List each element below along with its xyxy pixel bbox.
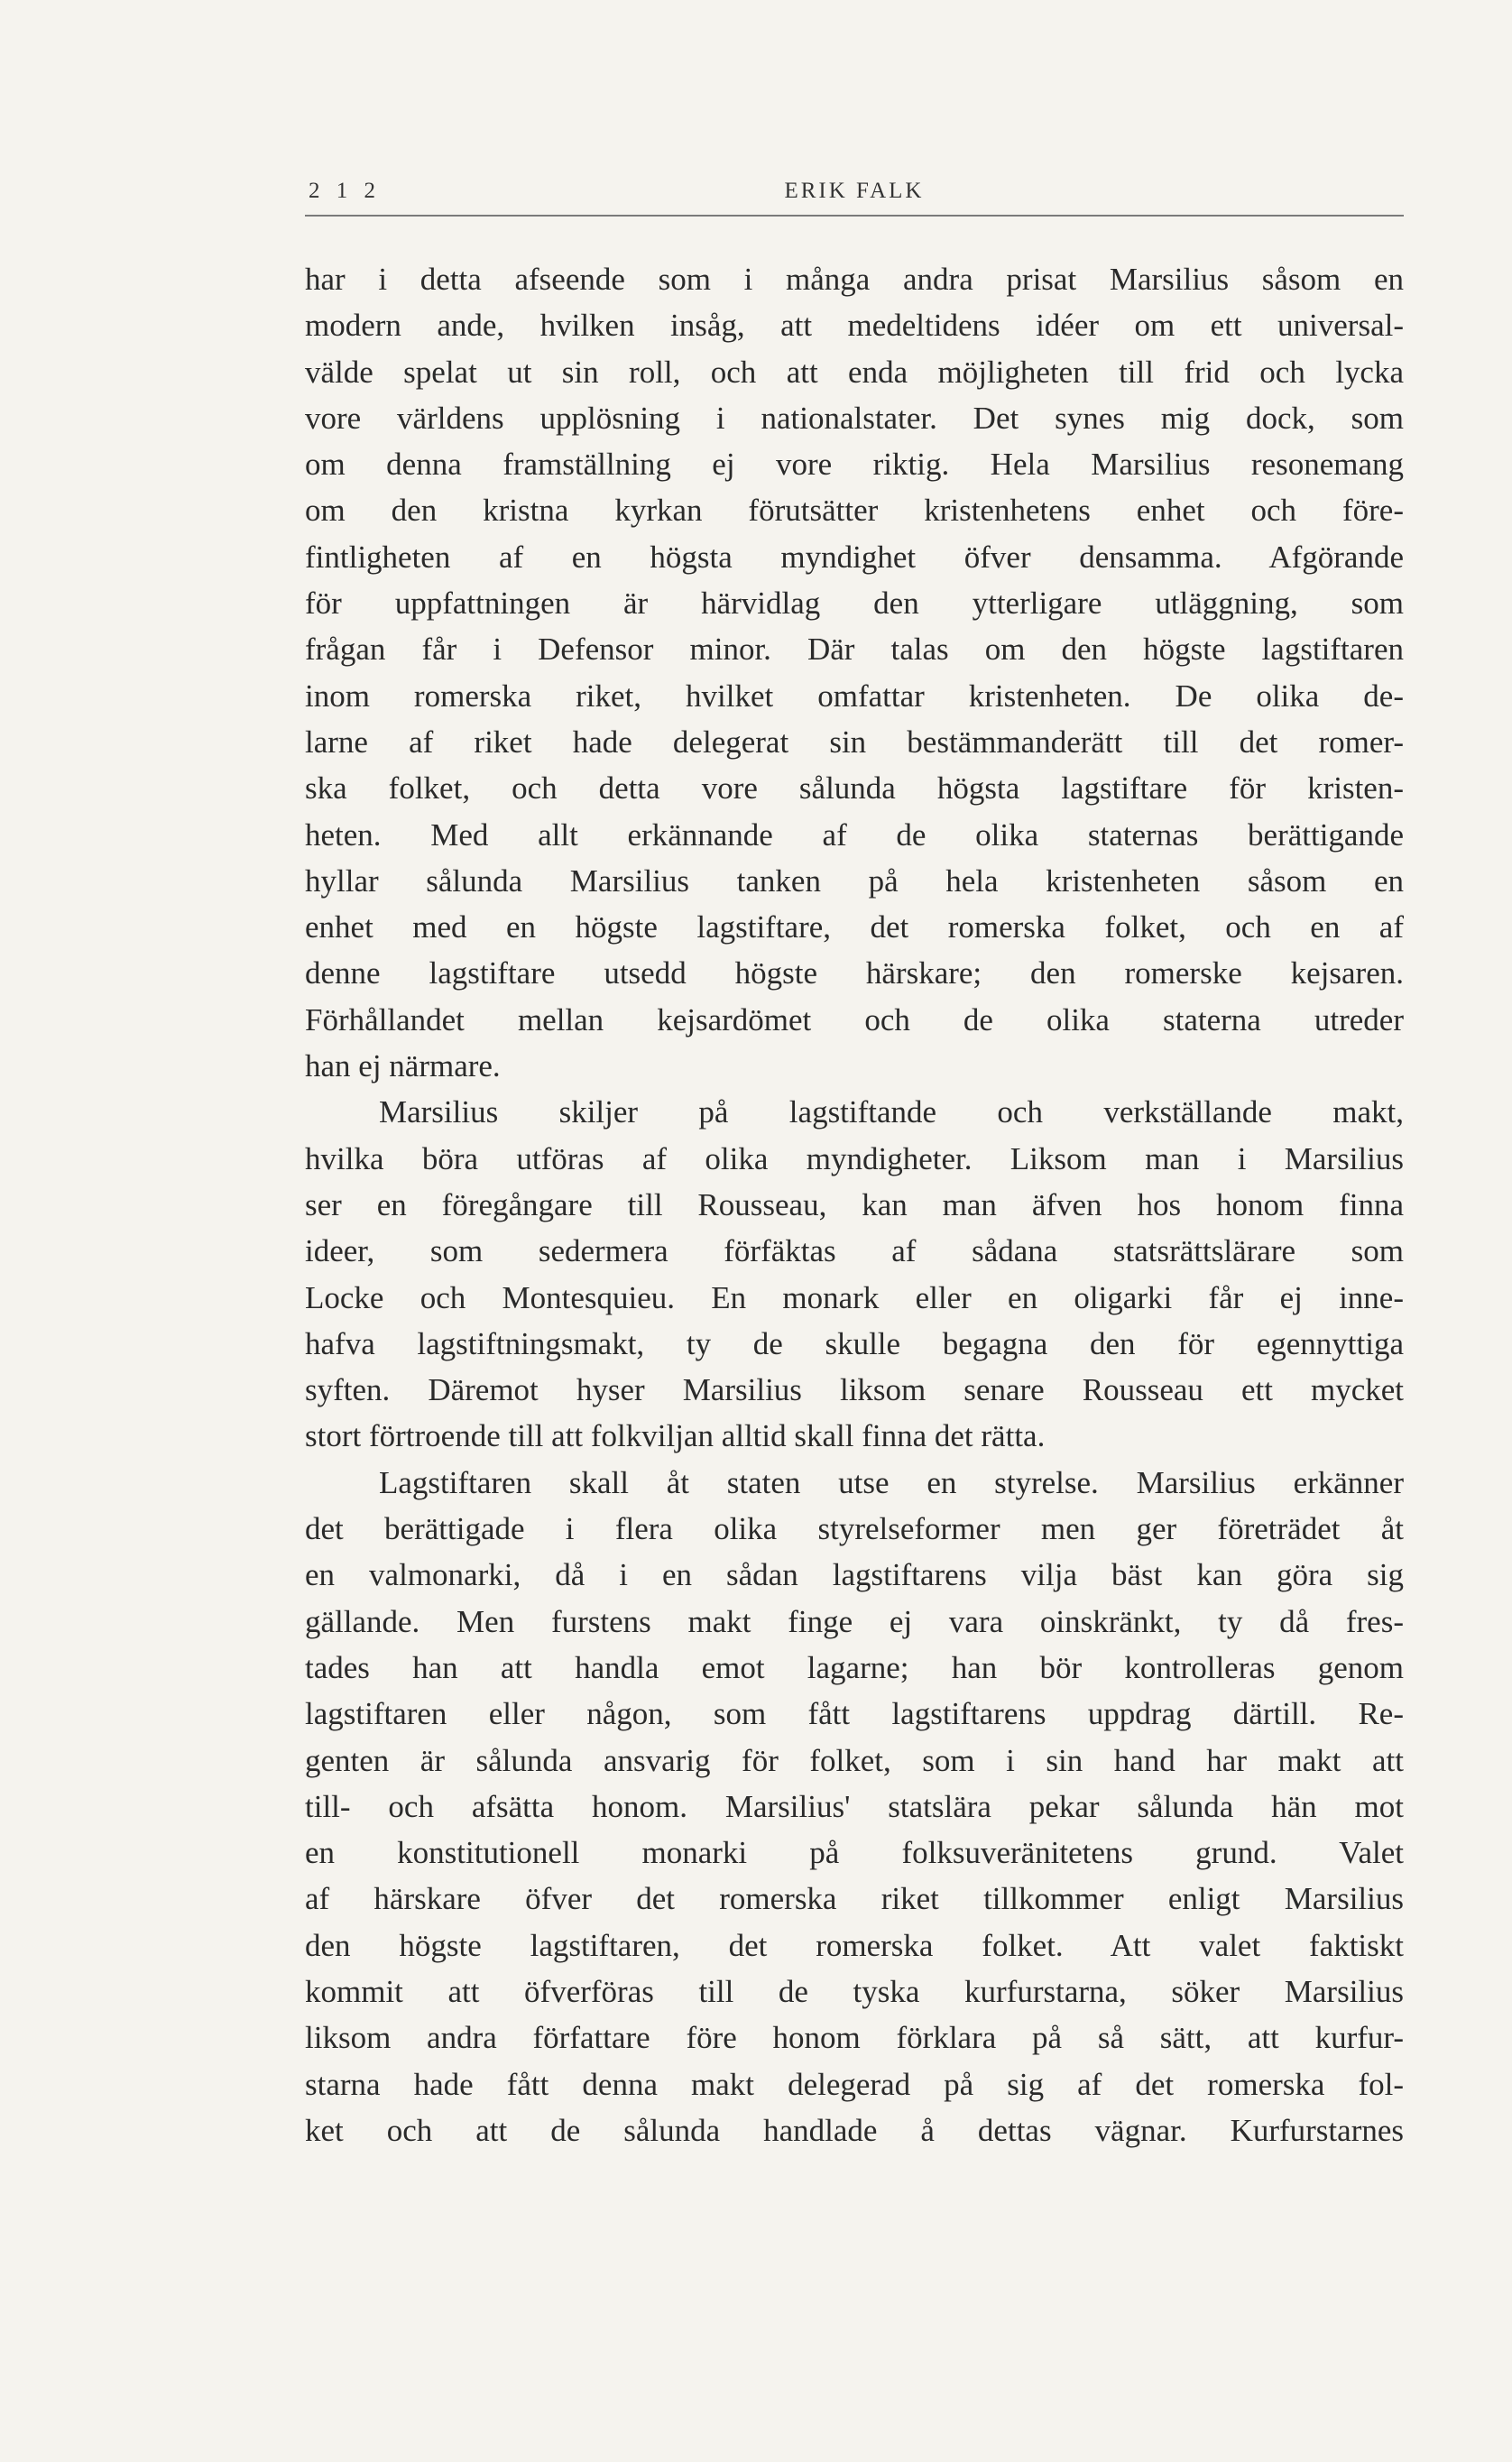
text-line: om den kristna kyrkan förutsätter kristenhetens enhet och före- (305, 493, 1404, 529)
text-line: fintligheten af en högsta myndighet öfver densamma. Afgörande (305, 539, 1404, 575)
text-line: starna hade fått denna makt delegerad på sig af det romerska fol- (305, 2066, 1404, 2102)
text-line: inom romerska riket, hvilket omfattar kristenheten. De olika de- (305, 678, 1404, 714)
text-line: den högste lagstiftaren, det romerska folket. Att valet faktiskt (305, 1927, 1404, 1963)
text-line: Förhållandet mellan kejsardömet och de olika staterna utreder (305, 1001, 1404, 1037)
text-line: ideer, som sedermera förfäktas af sådana statsrättslärare som (305, 1233, 1404, 1269)
text-line: denne lagstiftare utsedd högste härskare; den romerske kejsaren. (305, 955, 1404, 991)
text-line: för uppfattningen är härvidlag den ytterligare utläggning, som (305, 586, 1404, 622)
text-line: tades han att handla emot lagarne; han bör kontrolleras genom (305, 1649, 1404, 1685)
text-line: till- och afsätta honom. Marsilius' statslära pekar sålunda hän mot (305, 1788, 1404, 1824)
text-line: Lagstiftaren skall åt staten utse en styrelse. Marsilius erkänner (379, 1464, 1404, 1500)
text-line: lagstiftaren eller någon, som fått lagstiftarens uppdrag därtill. Re- (305, 1696, 1404, 1732)
text-line: hafva lagstiftningsmakt, ty de skulle begagna den för egennyttiga (305, 1325, 1404, 1361)
text-line: Locke och Montesquieu. En monark eller en oligarki får ej inne- (305, 1279, 1404, 1315)
text-line: liksom andra författare före honom förklara på så sätt, att kurfur- (305, 2020, 1404, 2056)
page-header (305, 179, 1404, 217)
text-line: det berättigade i flera olika styrelseformer men ger företrädet åt (305, 1511, 1404, 1547)
text-line: genten är sålunda ansvarig för folket, som i sin hand har makt att (305, 1742, 1404, 1778)
text-line: enhet med en högste lagstiftare, det romerska folket, och en af (305, 909, 1404, 945)
text-line: modern ande, hvilken insåg, att medeltidens idéer om ett universal- (305, 308, 1404, 344)
text-line: om denna framställning ej vore riktig. Hela Marsilius resonemang (305, 447, 1404, 483)
text-line: larne af riket hade delegerat sin bestämmanderätt till det romer- (305, 724, 1404, 760)
text-line: han ej närmare. (305, 1048, 501, 1084)
text-line: Marsilius skiljer på lagstiftande och verkställande makt, (379, 1094, 1404, 1130)
body-text (305, 256, 1404, 2153)
text-line: en konstitutionell monarki på folksuveränitetens grund. Valet (305, 1835, 1404, 1871)
text-line: en valmonarki, då i en sådan lagstiftarens vilja bäst kan göra sig (305, 1557, 1404, 1593)
text-line: kommit att öfverföras till de tyska kurfurstarna, söker Marsilius (305, 1973, 1404, 2009)
text-line: hvilka böra utföras af olika myndigheter. Liksom man i Marsilius (305, 1140, 1404, 1176)
text-line: syften. Däremot hyser Marsilius liksom senare Rousseau ett mycket (305, 1372, 1404, 1408)
text-line: ket och att de sålunda handlade å dettas vägnar. Kurfurstarnes (305, 2112, 1404, 2148)
text-line: frågan får i Defensor minor. Där talas om den högste lagstiftaren (305, 632, 1404, 668)
text-line: vore världens upplösning i nationalstater. Det synes mig dock, som (305, 400, 1404, 436)
text-line: gällande. Men furstens makt finge ej vara oinskränkt, ty då fres- (305, 1603, 1404, 1639)
text-line: hyllar sålunda Marsilius tanken på hela kristenheten såsom en (305, 862, 1404, 899)
page-number: 2 1 2 (309, 179, 381, 203)
text-line: heten. Med allt erkännande af de olika staternas berättigande (305, 816, 1404, 853)
running-head: ERIK FALK (784, 179, 925, 203)
text-line: ska folket, och detta vore sålunda högsta lagstiftare för kristen- (305, 770, 1404, 807)
text-line: har i detta afseende som i många andra prisat Marsilius såsom en (305, 262, 1404, 297)
text-line: ser en föregångare till Rousseau, kan man äfven hos honom finna (305, 1186, 1404, 1222)
text-line: välde spelat ut sin roll, och att enda möjligheten till frid och lycka (305, 354, 1404, 390)
text-line: stort förtroende till att folkviljan alltid skall finna det rätta. (305, 1418, 1046, 1454)
text-line: af härskare öfver det romerska riket tillkommer enligt Marsilius (305, 1881, 1404, 1917)
